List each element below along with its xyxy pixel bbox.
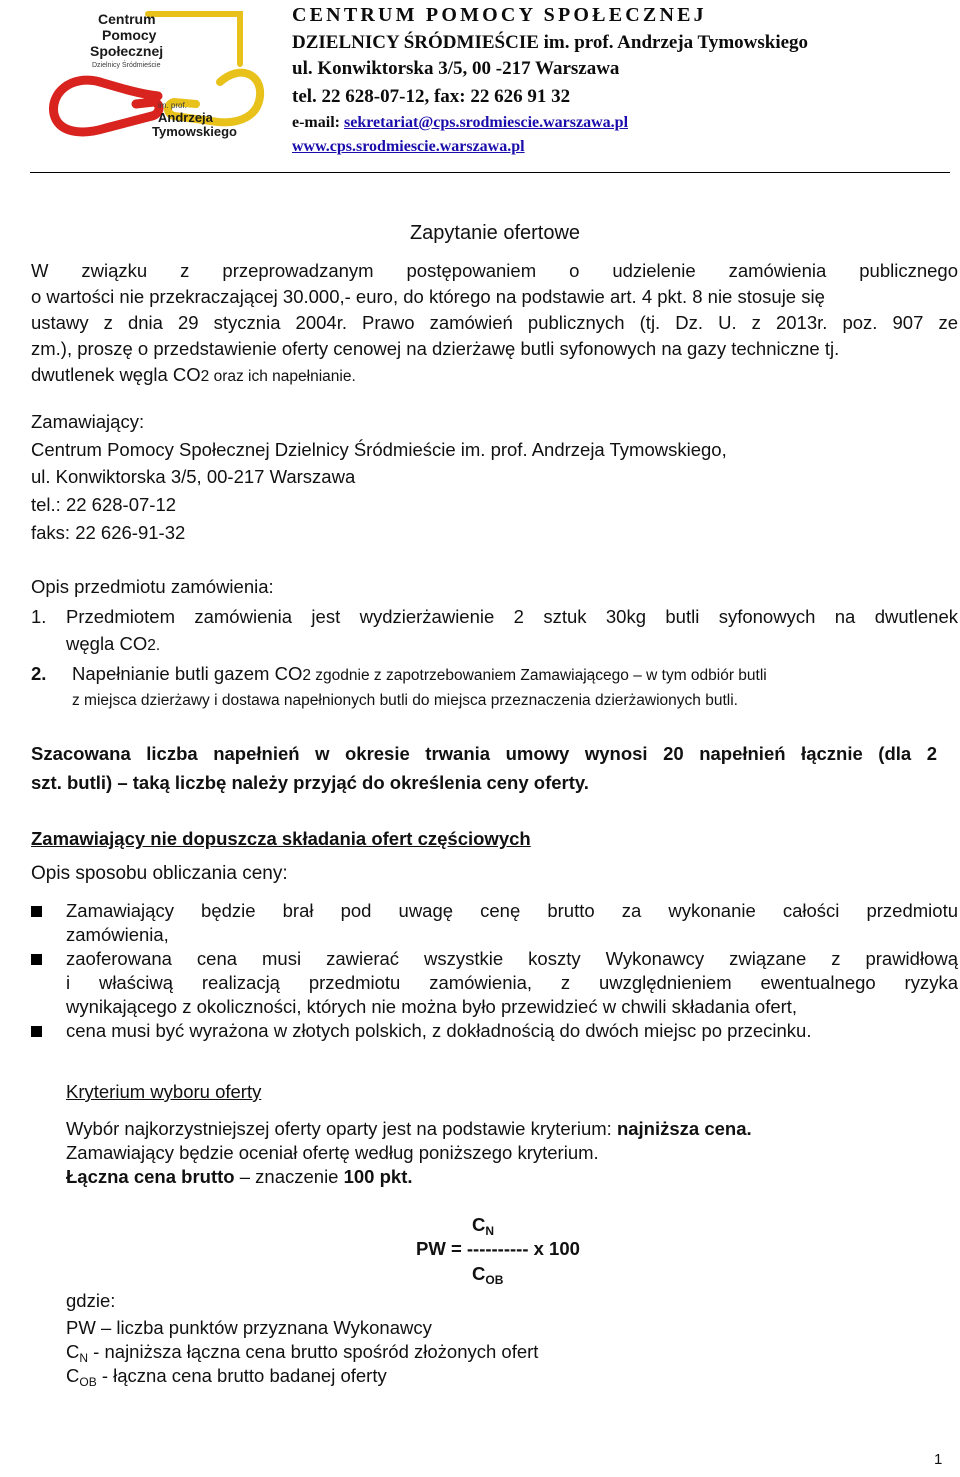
opis-item-1-sub: 2. [147,637,161,654]
zamawiajacy-heading: Zamawiający: [31,411,145,432]
opis-item-2-line-2: z miejsca dzierżawy i dostawa napełnionych butli do miejsca przeznaczenia dzierżawionych butli. [72,692,738,709]
logo-text-1: Centrum [98,11,156,27]
logo-text-7: Tymowskiego [152,124,238,139]
logo-text-4: Dzielnicy Śródmieście [92,62,161,69]
logo [40,4,265,152]
opis-item-2-rest: 2 zgodnie z zapotrzebowaniem Zamawiającego – w tym odbiór butli [302,667,767,684]
opis-item-2-text: Napełnianie butli gazem CO [72,663,303,684]
estimate-line-1: Szacowana liczba napełnień w okresie trwania umowy wynosi 20 napełnień łącznie (dla 2 [31,743,937,764]
bullet-icon [31,954,42,965]
opis-item-2-line-1 [72,662,958,688]
intro-line-4: zm.), proszę o przedstawienie oferty cenowej na dzierżawę butli syfonowych na gazy techniczne tj. [31,338,840,359]
price-bullet-2-line-2: i właściwą realizacją przedmiotu zamówienia, z uwzględnieniem ewentualnego ryzyka [66,972,958,993]
criterion-line-3 [66,1165,413,1189]
legend-cob [66,1364,387,1388]
zamawiajacy-address: ul. Konwiktorska 3/5, 00-217 Warszawa [31,466,356,487]
legend-pw: PW – liczba punktów przyznana Wykonawcy [66,1317,432,1338]
header-org-name: CENTRUM POMOCY SPOŁECZNEJ [292,4,707,26]
bullet-icon [31,1026,42,1037]
intro-line-1: W związku z przeprowadzanym postępowaniem o udzielenie zamówienia publicznego [31,260,958,281]
price-bullet-3: cena musi być wyrażona w złotych polskich, z dokładnością do dwóch miejsc po przecinku. [66,1020,812,1041]
opis-item-2-number: 2. [31,663,47,684]
document-title: Zapytanie ofertowe [409,222,581,244]
opis-item-1-number: 1. [31,606,47,627]
legend-cob-text: - łączna cena brutto badanej oferty [96,1365,387,1386]
formula-den-sub: OB [485,1273,504,1287]
criterion-line-1 [66,1117,752,1141]
bullet-icon [31,906,42,917]
criterion-heading: Kryterium wyboru oferty [66,1081,262,1102]
price-bullet-1-line-1: Zamawiający będzie brał pod uwagę cenę brutto za wykonanie całości przedmiotu [66,900,958,921]
legend-cn-c: C [66,1341,80,1362]
formula-den-c: C [472,1263,486,1284]
formula-denominator [472,1262,503,1286]
no-partial-offers: Zamawiający nie dopuszcza składania ofert częściowych [31,828,531,849]
intro-line-5 [31,363,356,389]
criterion-weight-label: – znaczenie [234,1166,344,1187]
estimate-line-2: szt. butli) – taką liczbę należy przyjąć do określenia ceny oferty. [31,772,589,793]
page-number: 1 [934,1451,943,1468]
logo-text-6: Andrzeja [158,110,213,125]
header-district: DZIELNICY ŚRÓDMIEŚCIE im. prof. Andrzeja Tymowskiego [292,32,809,53]
legend-cn-text: - najniższa łączna cena brutto spośród złożonych ofert [88,1341,539,1362]
opis-item-1-line-2 [66,632,160,658]
intro-co-subscript: 2 [200,368,210,385]
criterion-lowest-price: najniższa cena. [616,1118,752,1139]
intro-co-text: dwutlenek węgla CO [31,364,201,385]
formula-main: PW = ---------- x 100 [416,1238,580,1259]
criterion-line-2: Zamawiający będzie oceniał ofertę według poniższego kryterium. [66,1142,599,1163]
criterion-total-price: Łączna cena brutto [66,1166,235,1187]
intro-line-3: ustawy z dnia 29 stycznia 2004r. Prawo zamówień publicznych (tj. Dz. U. z 2013r. poz. 907 ze [31,312,958,333]
formula-numerator [472,1213,494,1237]
legend-where: gdzie: [66,1290,116,1311]
logo-text-5: im. prof. [158,101,187,110]
intro-line-2: o wartości nie przekraczającej 30.000,- euro, do którego na podstawie art. 4 pkt. 8 nie stosuje się [31,286,825,307]
header-www-line [292,138,525,156]
formula-num-sub: N [485,1224,495,1238]
intro-filling-text: oraz ich napełnianie. [209,368,356,385]
header-address: ul. Konwiktorska 3/5, 00 -217 Warszawa [292,58,620,79]
zamawiajacy-fax: faks: 22 626-91-32 [31,522,186,543]
logo-text-2: Pomocy [102,27,157,43]
price-bullet-2-line-1: zaoferowana cena musi zawierać wszystkie koszty Wykonawcy związane z prawidłową [66,948,958,969]
legend-cn [66,1340,538,1364]
price-bullet-2-line-3: wynikającego z okoliczności, których nie można było przewidzieć w chwili składania ofert, [66,996,798,1017]
legend-cn-sub: N [79,1351,89,1365]
header-divider [30,172,950,173]
website-link[interactable]: www.cps.srodmiescie.warszawa.pl [292,138,525,155]
email-label: e-mail: [292,114,344,131]
logo-hands-graphic [40,4,265,152]
opis-heading: Opis przedmiotu zamówienia: [31,576,274,597]
legend-cob-sub: OB [79,1375,97,1389]
formula-num-c: C [472,1214,486,1235]
price-calc-heading: Opis sposobu obliczania ceny: [31,863,288,884]
criterion-points: 100 pkt. [343,1166,413,1187]
email-link[interactable]: sekretariat@cps.srodmiescie.warszawa.pl [343,114,629,131]
opis-item-1-line-1: Przedmiotem zamówienia jest wydzierżawienie 2 sztuk 30kg butli syfonowych na dwutlenek [66,606,958,627]
header-phone: tel. 22 628-07-12, fax: 22 626 91 32 [292,86,571,107]
legend-cob-c: C [66,1365,80,1386]
zamawiajacy-tel: tel.: 22 628-07-12 [31,494,177,515]
logo-text-3: Społecznej [90,43,164,59]
criterion-line-1-text: Wybór najkorzystniejszej oferty oparty jest na podstawie kryterium: [66,1118,617,1139]
zamawiajacy-name: Centrum Pomocy Społecznej Dzielnicy Śródmieście im. prof. Andrzeja Tymowskiego, [31,439,727,460]
opis-item-1-co: węgla CO [66,633,148,654]
header-email-line [292,114,628,132]
price-bullet-1-line-2: zamówienia, [66,924,169,945]
